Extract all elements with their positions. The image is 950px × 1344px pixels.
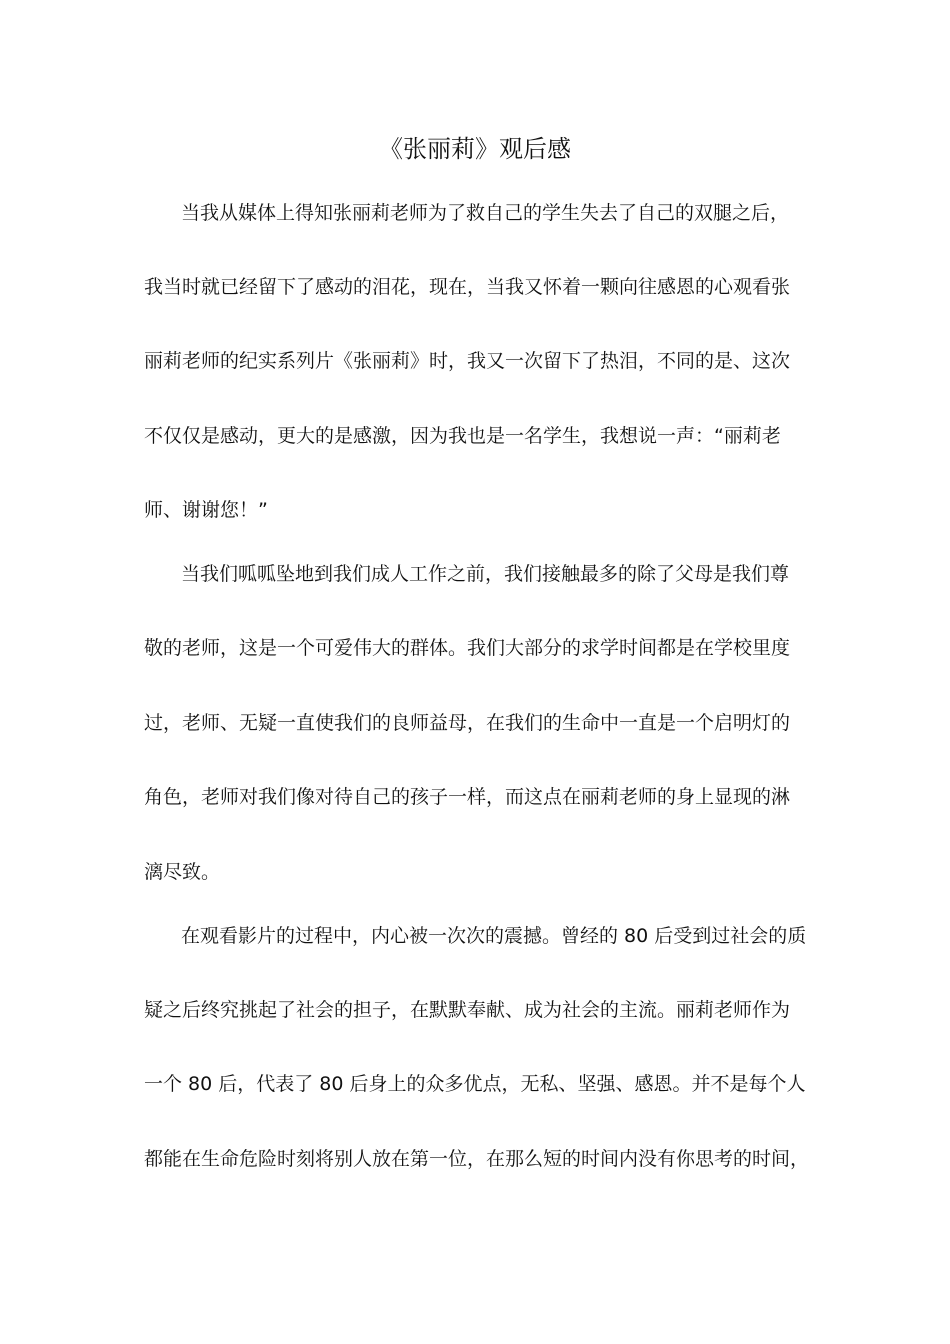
paragraph-2-line-1: 当我们呱呱坠地到我们成人工作之前，我们接触最多的除了父母是我们尊 (181, 563, 790, 585)
paragraph-3-line-3: 一个 80 后，代表了 80 后身上的众多优点，无私、坚强、感恩。并不是每个人 (144, 1073, 806, 1095)
paragraph-3-line-2: 疑之后终究挑起了社会的担子，在默默奉献、成为社会的主流。丽莉老师作为 (144, 999, 791, 1021)
paragraph-1-line-1: 当我从媒体上得知张丽莉老师为了救自己的学生失去了自己的双腿之后， (181, 202, 790, 224)
paragraph-3-line-4: 都能在生命危险时刻将别人放在第一位，在那么短的时间内没有你思考的时间， (144, 1148, 810, 1170)
paragraph-2-line-2: 敬的老师，这是一个可爱伟大的群体。我们大部分的求学时间都是在学校里度 (144, 637, 791, 659)
paragraph-1-line-3: 丽莉老师的纪实系列片《张丽莉》时，我又一次留下了热泪，不同的是、这次 (144, 350, 791, 372)
paragraph-2-line-4: 角色，老师对我们像对待自己的孩子一样，而这点在丽莉老师的身上显现的淋 (144, 786, 791, 808)
paragraph-1-line-4: 不仅仅是感动，更大的是感激，因为我也是一名学生，我想说一声：“丽莉老 (144, 425, 781, 447)
paragraph-2-line-3: 过，老师、无疑一直使我们的良师益母，在我们的生命中一直是一个启明灯的 (144, 712, 791, 734)
paragraph-2-line-5: 漓尽致。 (144, 861, 221, 883)
paragraph-3-line-1: 在观看影片的过程中，内心被一次次的震撼。曾经的 80 后受到过社会的质 (181, 925, 807, 947)
paragraph-1-line-5: 师、谢谢您！” (144, 499, 268, 521)
page-title: 《张丽莉》观后感 (379, 135, 571, 163)
paragraph-1-line-2: 我当时就已经留下了感动的泪花，现在，当我又怀着一颗向往感恩的心观看张 (144, 276, 791, 298)
